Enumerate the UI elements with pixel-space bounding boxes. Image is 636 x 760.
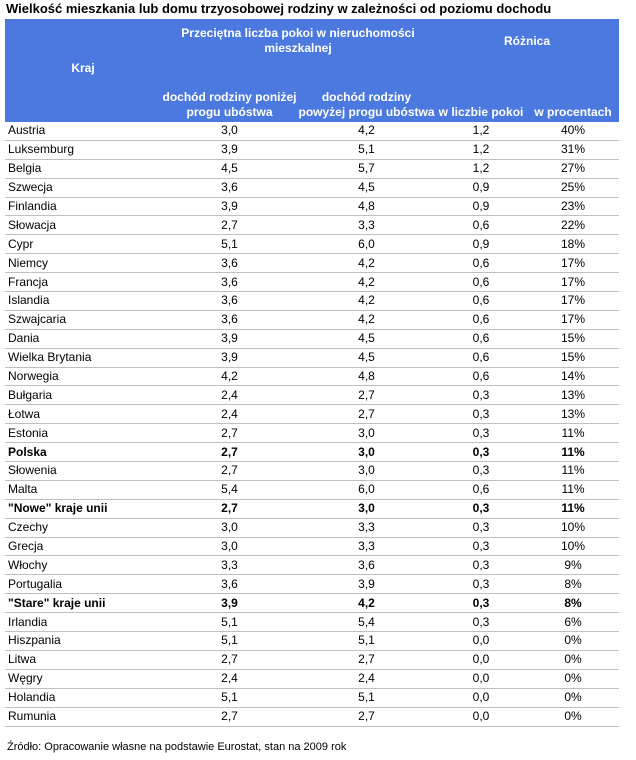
table-row [5, 348, 619, 367]
table-row [5, 688, 619, 707]
cell-below: 5,1 [161, 235, 298, 254]
cell-diff-pct: 25% [527, 178, 619, 197]
cell-country: Włochy [5, 556, 161, 575]
cell-above: 2,7 [298, 405, 435, 424]
table-row [5, 386, 619, 405]
cell-country: Szwecja [5, 178, 161, 197]
cell-country: Rumunia [5, 707, 161, 726]
cell-below: 2,7 [161, 443, 298, 462]
table-row [5, 707, 619, 726]
cell-diff-pct: 11% [527, 462, 619, 481]
table-body [5, 122, 619, 726]
cell-below: 3,0 [161, 537, 298, 556]
cell-diff-rooms: 0,3 [435, 594, 527, 613]
cell-below: 3,9 [161, 594, 298, 613]
table-row [5, 632, 619, 651]
cell-diff-rooms: 0,3 [435, 424, 527, 443]
table-row [5, 122, 619, 140]
cell-diff-pct: 13% [527, 405, 619, 424]
cell-diff-pct: 9% [527, 556, 619, 575]
cell-diff-pct: 17% [527, 310, 619, 329]
cell-diff-rooms: 0,0 [435, 688, 527, 707]
data-table [5, 19, 619, 727]
cell-below: 3,0 [161, 122, 298, 140]
cell-above: 3,6 [298, 556, 435, 575]
cell-above: 4,5 [298, 348, 435, 367]
cell-diff-rooms: 0,3 [435, 405, 527, 424]
cell-diff-rooms: 0,3 [435, 575, 527, 594]
cell-country: Estonia [5, 424, 161, 443]
cell-above: 5,1 [298, 140, 435, 159]
cell-diff-rooms: 0,3 [435, 556, 527, 575]
table-row [5, 650, 619, 669]
cell-diff-pct: 17% [527, 292, 619, 311]
cell-diff-rooms: 0,6 [435, 254, 527, 273]
cell-above: 3,3 [298, 537, 435, 556]
header-diff-rooms: w liczbie pokoi [435, 63, 527, 122]
cell-below: 5,4 [161, 480, 298, 499]
cell-country: Bułgaria [5, 386, 161, 405]
table-row [5, 197, 619, 216]
cell-diff-rooms: 0,3 [435, 537, 527, 556]
cell-country: Dania [5, 329, 161, 348]
cell-above: 6,0 [298, 235, 435, 254]
cell-below: 3,0 [161, 518, 298, 537]
cell-above: 3,0 [298, 424, 435, 443]
cell-below: 3,6 [161, 273, 298, 292]
cell-diff-rooms: 0,6 [435, 329, 527, 348]
cell-diff-pct: 17% [527, 273, 619, 292]
header-kraj: Kraj [5, 19, 161, 122]
cell-diff-pct: 31% [527, 140, 619, 159]
cell-below: 4,5 [161, 159, 298, 178]
cell-diff-pct: 0% [527, 707, 619, 726]
table-row [5, 594, 619, 613]
cell-country: Grecja [5, 537, 161, 556]
cell-below: 2,4 [161, 669, 298, 688]
cell-diff-pct: 11% [527, 443, 619, 462]
cell-country: Francja [5, 273, 161, 292]
cell-diff-rooms: 0,0 [435, 707, 527, 726]
cell-country: Portugalia [5, 575, 161, 594]
cell-diff-pct: 40% [527, 122, 619, 140]
cell-above: 6,0 [298, 480, 435, 499]
cell-diff-rooms: 0,6 [435, 310, 527, 329]
cell-diff-rooms: 1,2 [435, 159, 527, 178]
cell-country: Holandia [5, 688, 161, 707]
cell-diff-rooms: 0,3 [435, 613, 527, 632]
cell-country: Łotwa [5, 405, 161, 424]
cell-above: 3,0 [298, 443, 435, 462]
cell-above: 2,7 [298, 386, 435, 405]
table-row [5, 367, 619, 386]
table-row [5, 556, 619, 575]
cell-below: 3,6 [161, 254, 298, 273]
cell-diff-pct: 8% [527, 594, 619, 613]
cell-diff-pct: 10% [527, 537, 619, 556]
cell-country: Islandia [5, 292, 161, 311]
cell-above: 3,3 [298, 518, 435, 537]
cell-diff-rooms: 0,3 [435, 518, 527, 537]
cell-diff-rooms: 0,0 [435, 669, 527, 688]
cell-country: Irlandia [5, 613, 161, 632]
cell-above: 5,4 [298, 613, 435, 632]
cell-diff-rooms: 1,2 [435, 122, 527, 140]
cell-below: 2,7 [161, 462, 298, 481]
table-row [5, 480, 619, 499]
cell-country: Słowenia [5, 462, 161, 481]
cell-above: 4,2 [298, 310, 435, 329]
table-row [5, 443, 619, 462]
table-row [5, 329, 619, 348]
header-below: dochód rodziny poniżej progu ubóstwa [161, 63, 298, 122]
cell-below: 5,1 [161, 688, 298, 707]
cell-country: Cypr [5, 235, 161, 254]
cell-above: 4,2 [298, 292, 435, 311]
cell-below: 3,9 [161, 329, 298, 348]
cell-above: 4,2 [298, 273, 435, 292]
cell-diff-pct: 0% [527, 688, 619, 707]
table-row [5, 669, 619, 688]
cell-diff-pct: 0% [527, 650, 619, 669]
cell-above: 5,1 [298, 688, 435, 707]
cell-below: 2,7 [161, 499, 298, 518]
table-row [5, 273, 619, 292]
cell-diff-rooms: 0,6 [435, 273, 527, 292]
cell-diff-rooms: 0,9 [435, 235, 527, 254]
cell-above: 4,2 [298, 254, 435, 273]
cell-country: Malta [5, 480, 161, 499]
cell-above: 4,2 [298, 594, 435, 613]
cell-diff-pct: 27% [527, 159, 619, 178]
cell-below: 2,7 [161, 650, 298, 669]
cell-diff-pct: 8% [527, 575, 619, 594]
cell-below: 2,7 [161, 424, 298, 443]
cell-above: 4,8 [298, 367, 435, 386]
cell-above: 5,1 [298, 632, 435, 651]
cell-below: 4,2 [161, 367, 298, 386]
table-row [5, 140, 619, 159]
cell-diff-rooms: 0,3 [435, 499, 527, 518]
cell-below: 5,1 [161, 632, 298, 651]
cell-diff-rooms: 0,6 [435, 216, 527, 235]
table-row [5, 405, 619, 424]
table-row [5, 499, 619, 518]
source-note: Źródło: Opracowanie własne na podstawie Eurostat, stan na 2009 rok [7, 741, 347, 753]
header-group-diff: Różnica [435, 19, 619, 63]
cell-above: 3,0 [298, 462, 435, 481]
cell-diff-pct: 17% [527, 254, 619, 273]
table-title: Wielkość mieszkania lub domu trzyosobowej rodziny w zależności od poziomu dochodu [6, 1, 552, 16]
table-row [5, 292, 619, 311]
cell-above: 4,5 [298, 329, 435, 348]
header-diff-pct: w procentach [527, 63, 619, 122]
cell-country: Niemcy [5, 254, 161, 273]
cell-below: 2,4 [161, 386, 298, 405]
cell-diff-pct: 11% [527, 499, 619, 518]
cell-diff-rooms: 0,0 [435, 650, 527, 669]
cell-diff-pct: 10% [527, 518, 619, 537]
table-row [5, 159, 619, 178]
cell-country: Słowacja [5, 216, 161, 235]
header-above: dochód rodziny powyżej progu ubóstwa [298, 63, 435, 122]
cell-below: 3,9 [161, 348, 298, 367]
cell-country: Luksemburg [5, 140, 161, 159]
cell-below: 3,3 [161, 556, 298, 575]
cell-above: 5,7 [298, 159, 435, 178]
table-header [5, 19, 619, 122]
cell-country: Litwa [5, 650, 161, 669]
cell-diff-rooms: 0,0 [435, 632, 527, 651]
cell-above: 2,7 [298, 707, 435, 726]
cell-country: Węgry [5, 669, 161, 688]
cell-country: Wielka Brytania [5, 348, 161, 367]
table-row [5, 235, 619, 254]
cell-diff-rooms: 0,6 [435, 348, 527, 367]
cell-below: 3,6 [161, 575, 298, 594]
cell-diff-pct: 11% [527, 424, 619, 443]
cell-below: 2,4 [161, 405, 298, 424]
cell-diff-pct: 0% [527, 632, 619, 651]
cell-diff-pct: 13% [527, 386, 619, 405]
cell-below: 3,6 [161, 292, 298, 311]
cell-diff-rooms: 0,3 [435, 462, 527, 481]
cell-above: 3,3 [298, 216, 435, 235]
cell-diff-pct: 18% [527, 235, 619, 254]
cell-country: "Nowe" kraje unii [5, 499, 161, 518]
cell-diff-pct: 23% [527, 197, 619, 216]
cell-below: 3,9 [161, 140, 298, 159]
cell-country: Austria [5, 122, 161, 140]
cell-diff-rooms: 0,6 [435, 367, 527, 386]
table-row [5, 537, 619, 556]
table-row [5, 462, 619, 481]
cell-diff-pct: 0% [527, 669, 619, 688]
cell-country: Finlandia [5, 197, 161, 216]
cell-country: Belgia [5, 159, 161, 178]
cell-above: 4,2 [298, 122, 435, 140]
table-row [5, 575, 619, 594]
cell-country: Czechy [5, 518, 161, 537]
header-group-rooms: Przeciętna liczba pokoi w nieruchomości mieszkalnej [161, 19, 435, 63]
cell-above: 3,9 [298, 575, 435, 594]
table-row [5, 424, 619, 443]
cell-diff-pct: 6% [527, 613, 619, 632]
cell-above: 3,0 [298, 499, 435, 518]
cell-above: 2,4 [298, 669, 435, 688]
cell-diff-pct: 14% [527, 367, 619, 386]
cell-below: 3,6 [161, 178, 298, 197]
cell-diff-rooms: 1,2 [435, 140, 527, 159]
table-row [5, 178, 619, 197]
cell-below: 5,1 [161, 613, 298, 632]
cell-diff-pct: 15% [527, 348, 619, 367]
cell-diff-rooms: 0,9 [435, 178, 527, 197]
cell-below: 2,7 [161, 216, 298, 235]
table-row [5, 254, 619, 273]
cell-above: 4,5 [298, 178, 435, 197]
cell-diff-rooms: 0,6 [435, 292, 527, 311]
cell-diff-pct: 11% [527, 480, 619, 499]
cell-below: 3,9 [161, 197, 298, 216]
cell-diff-pct: 22% [527, 216, 619, 235]
table-row [5, 518, 619, 537]
table-row [5, 310, 619, 329]
cell-country: Polska [5, 443, 161, 462]
cell-above: 4,8 [298, 197, 435, 216]
cell-above: 2,7 [298, 650, 435, 669]
cell-diff-rooms: 0,3 [435, 443, 527, 462]
table-row [5, 613, 619, 632]
cell-country: "Stare" kraje unii [5, 594, 161, 613]
cell-diff-rooms: 0,3 [435, 386, 527, 405]
cell-diff-pct: 15% [527, 329, 619, 348]
cell-country: Szwajcaria [5, 310, 161, 329]
table-row [5, 216, 619, 235]
cell-below: 3,6 [161, 310, 298, 329]
cell-diff-rooms: 0,9 [435, 197, 527, 216]
cell-country: Hiszpania [5, 632, 161, 651]
cell-diff-rooms: 0,6 [435, 480, 527, 499]
cell-country: Norwegia [5, 367, 161, 386]
cell-below: 2,7 [161, 707, 298, 726]
